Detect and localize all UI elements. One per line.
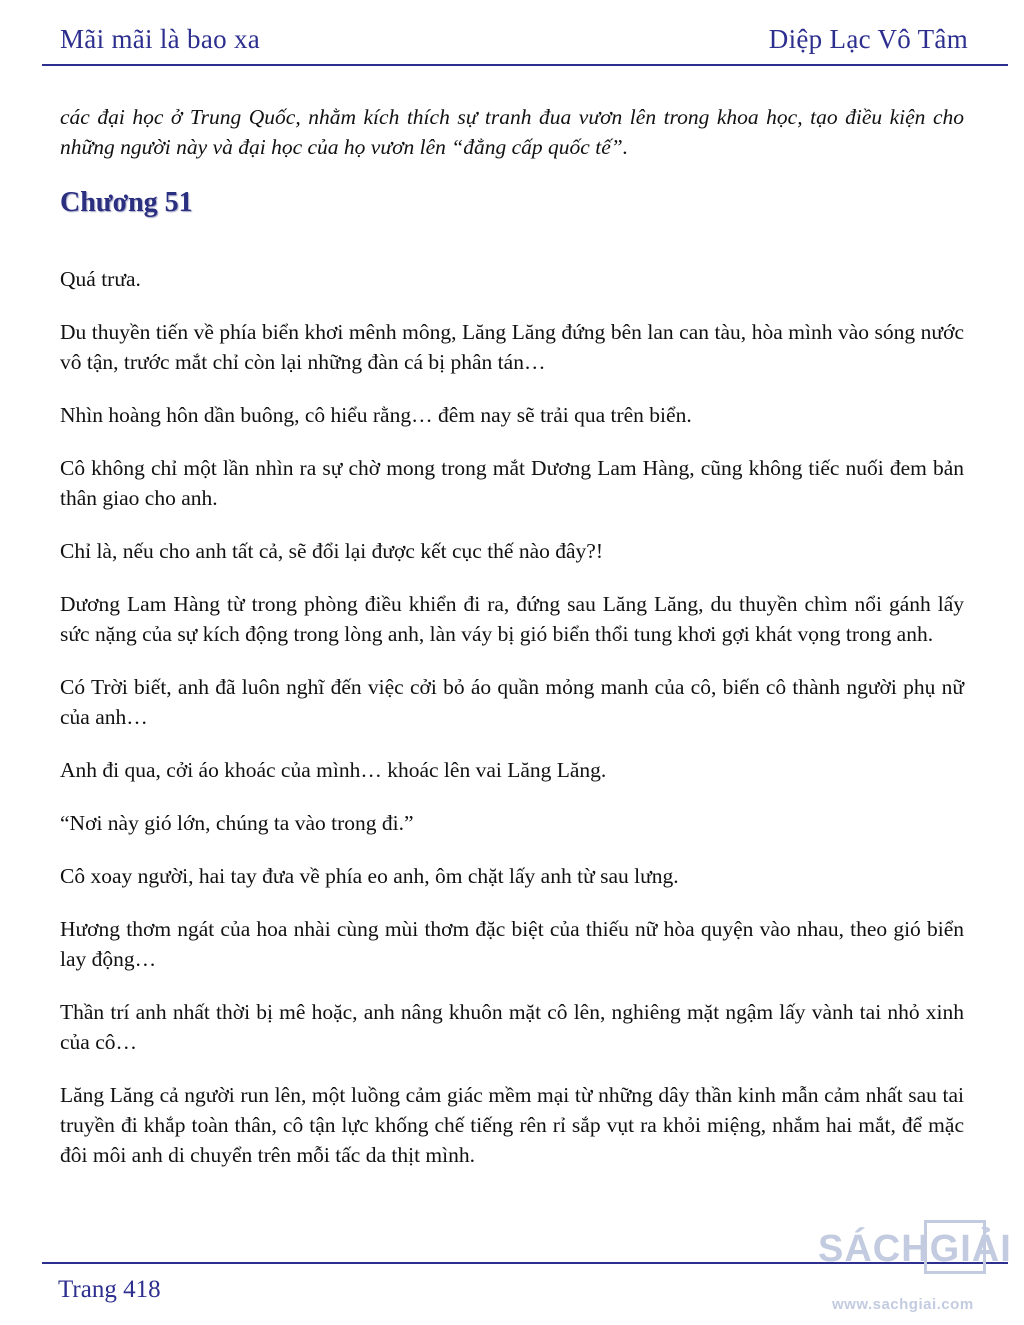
page-number: Trang 418 [58, 1276, 161, 1303]
paragraph-1: Quá trưa. [60, 267, 141, 291]
paragraph-4: Cô không chỉ một lần nhìn ra sự chờ mong trong mắt Dương Lam Hàng, cũng không tiếc nuối đem bản thân giao cho anh. [60, 456, 964, 510]
paragraph-8: Anh đi qua, cởi áo khoác của mình… khoác lên vai Lăng Lăng. [60, 758, 607, 782]
paragraph-5: Chỉ là, nếu cho anh tất cả, sẽ đổi lại được kết cục thế nào đây?! [60, 539, 604, 563]
intro-paragraph: các đại học ở Trung Quốc, nhằm kích thích sự tranh đua vươn lên trong khoa học, tạo điều kiện cho những người này và đại học của họ vươn lên “đẳng cấp quốc tế”. [60, 105, 964, 159]
watermark [818, 1214, 1024, 1325]
watermark-url: www.sachgiai.com [832, 1296, 974, 1313]
watermark-logo: SÁCHGIẢI [818, 1228, 1012, 1270]
header-divider [42, 64, 1008, 66]
paragraph-11: Hương thơm ngát của hoa nhài cùng mùi thơm đặc biệt của thiếu nữ hòa quyện vào nhau, theo gió biển lay động… [60, 917, 964, 971]
paragraph-10: Cô xoay người, hai tay đưa về phía eo anh, ôm chặt lấy anh từ sau lưng. [60, 864, 679, 888]
paragraph-6: Dương Lam Hàng từ trong phòng điều khiển đi ra, đứng sau Lăng Lăng, du thuyền chìm nổi gánh lấy sức nặng của sự kích động trong lòng anh, làn váy bị gió biển thổi tung khơi gợi khát vọng trong anh. [60, 592, 964, 646]
book-title: Mãi mãi là bao xa [60, 24, 261, 54]
chapter-title: Chương 51 [60, 187, 193, 218]
paragraph-13: Lăng Lăng cả người run lên, một luồng cảm giác mềm mại từ những dây thần kinh mẫn cảm nhất sau tai truyền đi khắp toàn thân, cô tận lực khống chế tiếng rên rỉ sắp vụt ra khỏi miệng, nhắm hai mắt, để mặc đôi môi anh di chuyển trên mỗi tấc da thịt mình. [60, 1083, 964, 1167]
paragraph-3: Nhìn hoàng hôn dần buông, cô hiểu rằng… đêm nay sẽ trải qua trên biển. [60, 403, 692, 427]
page-content [60, 102, 964, 1193]
author-name: Diệp Lạc Vô Tâm [768, 24, 968, 54]
page-header [0, 0, 1024, 66]
paragraph-12: Thần trí anh nhất thời bị mê hoặc, anh nâng khuôn mặt cô lên, nghiêng mặt ngậm lấy vành tai nhỏ xinh của cô… [60, 1000, 964, 1054]
paragraph-7: Có Trời biết, anh đã luôn nghĩ đến việc cởi bỏ áo quần mỏng manh của cô, biến cô thành người phụ nữ của anh… [60, 675, 964, 729]
paragraph-2: Du thuyền tiến về phía biển khơi mênh mông, Lăng Lăng đứng bên lan can tàu, hòa mình vào sóng nước vô tận, trước mắt chỉ còn lại những đàn cá bị phân tán… [60, 320, 964, 374]
paragraph-9: “Nơi này gió lớn, chúng ta vào trong đi.” [60, 811, 414, 835]
